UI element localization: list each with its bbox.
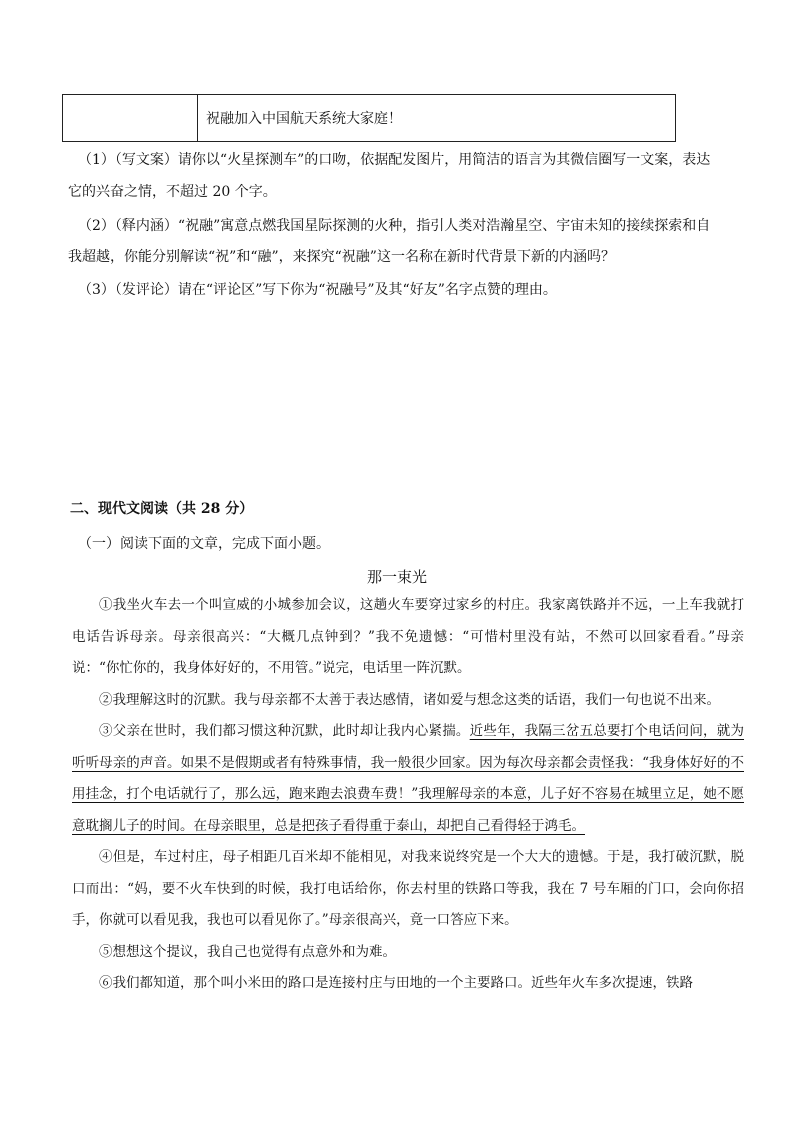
paragraph-1: ①我坐火车去一个叫宣威的小城参加会议，这趟火车要穿过家乡的村庄。我家离铁路并不远，一上车我就打电话告诉母亲。母亲很高兴：“大概几点钟到？”我不免遗憾：“可惜村里没有站，不然可以回家看看。”母亲说：“你忙你的，我身体好好的，不用管。”说完，电话里一阵沉默。 [72,597,744,676]
question-1-line-1: （1）（写文案）请你以“火星探测车”的口吻，依据配发图片，用简洁的语言为其微信圈写一文案，表达 [78,152,711,168]
paragraph-2: ②我理解这时的沉默。我与母亲都不太善于表达感情，诸如爱与想念这类的话语，我们一句也说不出来。 [99,691,720,708]
table-text-cell: 祝融加入中国航天系统大家庭！ [206,111,402,127]
article-body [72,590,744,1000]
paragraph-5: ⑤想想这个提议，我自己也觉得有点意外和为难。 [99,943,396,960]
article-title: 那一束光 [366,568,427,586]
answer-table-fragment [62,94,676,142]
question-2-line-1: （2）（释内涵）“祝融”寓意点燃我国星际探测的火种，指引人类对浩瀚星空、宇宙未知的接续探索和自 [78,218,711,234]
section-heading: 二、现代文阅读（共 28 分） [70,501,254,517]
question-2-line-2: 我超越，你能分别解读“祝”和“融”，来探究“祝融”这一名称在新时代背景下新的内涵吗？ [68,249,615,265]
paragraph-6: ⑥我们都知道，那个叫小米田的路口是连接村庄与田地的一个主要路口。近些年火车多次提速，铁路 [99,975,693,991]
table-empty-cell [63,95,198,141]
paragraph-3-plain: ③父亲在世时，我们都习惯这种沉默，此时却让我内心紧揣。 [99,723,470,739]
question-3: （3）（发评论）请在“评论区”写下你为“祝融号”及其“好友”名字点赞的理由。 [78,282,557,298]
section-instruction: （一）阅读下面的文章，完成下面小题。 [78,536,330,552]
paragraph-3-underlined: 近些年，我隔三岔五总要打个电话问问，就为听听母亲的声音。如果不是假期或者有特殊事情，我一般很少回家。因为每次母亲都会责怪我：“我身体好好的不用挂念，打个电话就行了，那么远，跑来跑去浪费车费！”我理解母亲的本意，儿子好不容易在城里立足，她不愿意耽搁儿子的时间。在母亲眼里，总是把孩子看得重于泰山，却把自己看得轻于鸿毛。 [72,723,745,834]
paragraph-3 [72,716,744,842]
paragraph-4: ④但是，车过村庄，母子相距几百米却不能相见，对我来说终究是一个大大的遗憾。于是，我打破沉默，脱口而出：“妈，要不火车快到的时候，我打电话给你，你去村里的铁路口等我，我在 7 号车厢的门口，会向你招手，你就可以看见我，我也可以看见你了。”母亲很高兴，竟一口答应下来。 [72,849,744,928]
question-1-line-2: 它的兴奋之情，不超过 20 个字。 [68,184,277,200]
